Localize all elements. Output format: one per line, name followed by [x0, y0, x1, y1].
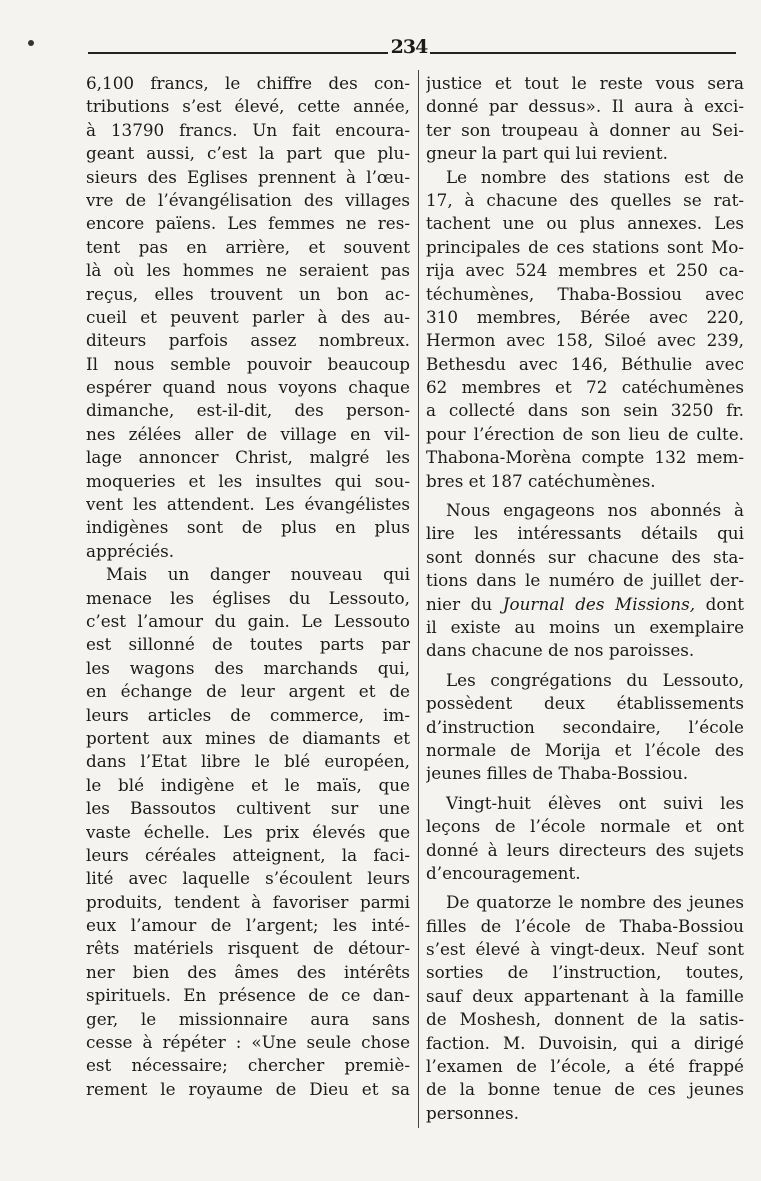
text-line: leurs céréales atteignent, la faci- — [86, 844, 410, 865]
text-line: faction. M. Duvoisin, qui a dirigé — [426, 1032, 744, 1053]
text-line: Vingt-huit élèves ont suivi les — [446, 792, 744, 813]
text-line: De quatorze le nombre des jeunes — [446, 892, 744, 913]
text-line: produits, tendent à favoriser parmi — [86, 891, 410, 912]
text-line: principales de ces stations sont Mo- — [426, 236, 744, 257]
text-line: cesse à répéter : «Une seule chose — [86, 1032, 410, 1053]
text-line: 310 membres, Bérée avec 220, — [426, 306, 744, 327]
text-line: ter son troupeau à donner au Sei- — [426, 119, 744, 140]
text-line: là où les hommes ne seraient pas — [86, 260, 410, 281]
text-line: c’est l’amour du gain. Le Lessouto — [86, 610, 410, 631]
text-line: gneur la part qui lui revient. — [426, 143, 668, 164]
text-line: d’encouragement. — [426, 862, 581, 883]
text-line: reçus, elles trouvent un bon ac- — [86, 283, 410, 304]
text-line: sieurs des Eglises prennent à l’œu- — [86, 166, 410, 187]
right-column — [426, 72, 744, 1125]
text-line: bres et 187 catéchumènes. — [426, 470, 656, 491]
text-line: le blé indigène et le maïs, que — [86, 774, 410, 795]
text-line: pour l’érection de son lieu de culte. — [426, 423, 744, 444]
left-column — [86, 72, 410, 1101]
text-line: Les congrégations du Lessouto, — [446, 669, 744, 690]
journal-title: Journal des Missions, — [502, 593, 696, 614]
text-line: encore païens. Les femmes ne res- — [86, 213, 410, 234]
text-line: filles de l’école de Thaba-Bossiou — [426, 915, 744, 936]
text-line: sorties de l’instruction, toutes, — [426, 962, 744, 983]
text-line: eux l’amour de l’argent; les inté- — [86, 915, 410, 936]
text-line: s’est élevé à vingt-deux. Neuf sont — [426, 939, 744, 960]
text-line: spirituels. En présence de ce dan- — [86, 985, 410, 1006]
text-line: Nous engageons nos abonnés à — [446, 500, 744, 521]
text-line: 62 membres et 72 catéchumènes — [426, 377, 744, 398]
text-line: leurs articles de commerce, im- — [86, 704, 410, 725]
text-line: Il nous semble pouvoir beaucoup — [86, 353, 410, 374]
text-line: téchumènes, Thaba-Bossiou avec — [426, 283, 744, 304]
text-line: Hermon avec 158, Siloé avec 239, — [426, 330, 744, 351]
text-line: normale de Morija et l’école des — [426, 739, 744, 760]
text-line: vre de l’évangélisation des villages — [86, 189, 410, 210]
text-line: ger, le missionnaire aura sans — [86, 1008, 410, 1029]
text-line: jeunes filles de Thaba-Bossiou. — [426, 763, 689, 784]
text-line: menace les églises du Lessouto, — [86, 587, 410, 608]
text-line: justice et tout le reste vous sera — [426, 73, 744, 93]
text-line: donné à leurs directeurs des sujets — [426, 839, 744, 860]
text-line: d’instruction secondaire, l’école — [426, 716, 744, 737]
text-line: est nécessaire; chercher premiè- — [86, 1055, 410, 1076]
text-line: cueil et peuvent parler à des au- — [86, 306, 410, 327]
text-line: personnes. — [426, 1102, 519, 1123]
text-line: lire les intéressants détails qui — [426, 523, 744, 544]
text-line: de la bonne tenue de ces jeunes — [426, 1079, 744, 1100]
text-line: moqueries et les insultes qui sou- — [86, 470, 410, 491]
text-line: appréciés. — [86, 540, 175, 561]
text-line: sauf deux appartenant à la famille — [426, 985, 744, 1006]
text-line: Le nombre des stations est de — [446, 166, 744, 187]
text-line: rija avec 524 membres et 250 ca- — [426, 260, 744, 281]
text-line: de Moshesh, donnent de la satis- — [426, 1009, 744, 1030]
text-line: dans chacune de nos paroisses. — [426, 640, 695, 661]
text-line: en échange de leur argent et de — [86, 681, 410, 702]
header-rule-left — [88, 52, 388, 54]
text-line: Mais un danger nouveau qui — [106, 564, 410, 585]
text-line: rêts matériels risquent de détour- — [86, 938, 410, 959]
text-line: vaste échelle. Les prix élevés que — [86, 821, 410, 842]
text-line: à 13790 francs. Un fait encoura- — [86, 119, 410, 140]
text-line: sont donnés sur chacune des sta- — [426, 546, 744, 567]
text-line: vent les attendent. Les évangélistes — [86, 494, 410, 515]
text-line: nes zélées aller de village en vil- — [86, 423, 410, 444]
column-divider — [418, 70, 419, 1128]
text-line: Thabona-Morèna compte 132 mem- — [426, 447, 744, 468]
text-line: dimanche, est-il-dit, des person- — [86, 400, 410, 421]
text-line: espérer quand nous voyons chaque — [86, 377, 410, 398]
ink-spot — [28, 40, 34, 46]
text-line: 6,100 francs, le chiffre des con- — [86, 73, 410, 93]
text-line: tributions s’est élevé, cette année, — [86, 96, 410, 117]
text-line: lage annoncer Christ, malgré les — [86, 447, 410, 468]
text-line: rement le royaume de Dieu et sa — [86, 1078, 410, 1099]
text-line: est sillonné de toutes parts par — [86, 634, 410, 655]
text-line: geant aussi, c’est la part que plu- — [86, 143, 410, 164]
text-line: Bethesdu avec 146, Béthulie avec — [426, 353, 744, 374]
text-line: leçons de l’école normale et ont — [426, 816, 744, 837]
header-rule-right — [430, 52, 736, 54]
text-line: tions dans le numéro de juillet der- — [426, 570, 744, 591]
text-line: tachent une ou plus annexes. Les — [426, 213, 744, 234]
text-line: ner bien des âmes des intérêts — [86, 961, 410, 982]
text-line: tent pas en arrière, et souvent — [86, 236, 410, 257]
text-line: lité avec laquelle s’écoulent leurs — [86, 868, 410, 889]
text-line: dans l’Etat libre le blé européen, — [86, 751, 410, 772]
text-line: portent aux mines de diamants et — [86, 727, 410, 748]
text-line: a collecté dans son sein 3250 fr. — [426, 400, 744, 421]
text-line: les wagons des marchands qui, — [86, 657, 410, 678]
text-line: diteurs parfois assez nombreux. — [86, 330, 410, 351]
text-line: l’examen de l’école, a été frappé — [426, 1056, 744, 1077]
text-line: nier du Journal des Missions, dont — [426, 593, 744, 614]
text-line: il existe au moins un exemplaire — [426, 616, 744, 637]
text-line: possèdent deux établissements — [426, 693, 744, 714]
page-number: 234 — [390, 36, 428, 58]
text-line: indigènes sont de plus en plus — [86, 517, 410, 538]
text-line: 17, à chacune des quelles se rat- — [426, 189, 744, 210]
text-line: les Bassoutos cultivent sur une — [86, 798, 410, 819]
text-line: donné par dessus». Il aura à exci- — [426, 96, 744, 117]
